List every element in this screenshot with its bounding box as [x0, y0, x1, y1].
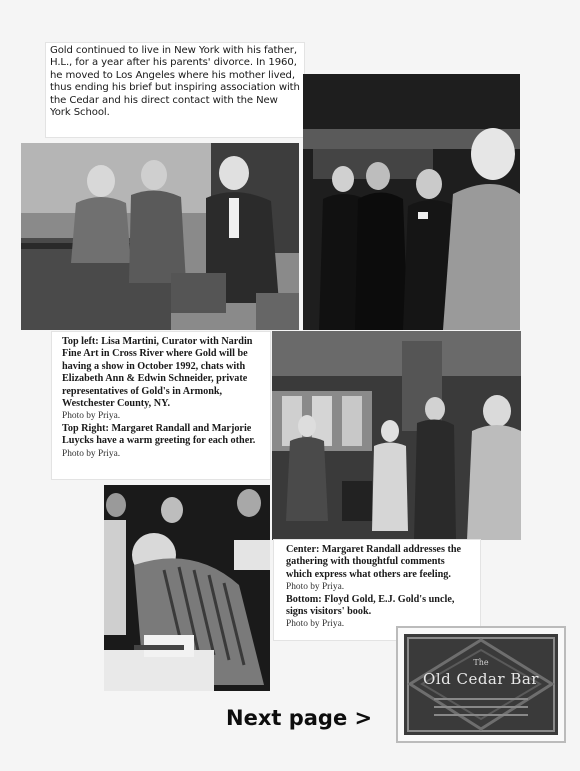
photo-top-left-image — [21, 143, 299, 330]
caption-top-left-credit: Photo by Priya. — [62, 411, 121, 422]
caption-top-right-credit: Photo by Priya. — [62, 448, 121, 459]
next-page-link[interactable]: Next page > — [226, 706, 373, 730]
caption-top-right-text: Top Right: Margaret Randall and Marjorie Luycks have a warm greeting for each other. — [62, 422, 256, 447]
caption-center-text: Center: Margaret Randall addresses the gathering with thoughtful comments which express what others are feeling. — [286, 544, 462, 580]
caption-bottom-credit: Photo by Priya. — [286, 619, 345, 630]
book-title: Old Cedar Bar — [423, 670, 539, 688]
photo-top-right-image — [303, 74, 520, 330]
caption-bottom — [274, 540, 480, 640]
book-cover-thumbnail[interactable] — [396, 626, 566, 743]
photo-bottom-left — [104, 485, 270, 691]
caption-top-left-text: Top left: Lisa Martini, Curator with Nardin Fine Art in Cross River where Gold will be having a show in October 1992, chats with Elizabeth Ann & Edwin Schneider, private representatives of Gold's in Armonk, Westchester County, NY. — [62, 336, 253, 410]
caption-center-credit: Photo by Priya. — [286, 582, 345, 593]
photo-center — [272, 331, 521, 540]
book-title-the: The — [473, 658, 489, 667]
book-cover-image — [404, 634, 558, 735]
photo-top-right — [303, 74, 520, 330]
photo-center-image — [272, 331, 521, 540]
caption-bottom-text: Bottom: Floyd Gold, E.J. Gold's uncle, signs visitors' book. — [286, 593, 455, 618]
intro-text-block — [46, 43, 304, 137]
book-subtitle-line — [434, 698, 528, 700]
book-subtitle-line — [434, 714, 528, 716]
photo-bottom-left-image — [104, 485, 270, 691]
caption-top — [52, 332, 270, 479]
photo-top-left — [21, 143, 299, 330]
intro-paragraph: Gold continued to live in New York with his father, H.L., for a year after his parents' divorce. In 1960, he moved to Los Angeles where his mother lived, thus ending his brief but inspiring association with the Cedar and his direct contact with the New York School. — [50, 45, 300, 119]
book-subtitle-line — [434, 706, 528, 708]
